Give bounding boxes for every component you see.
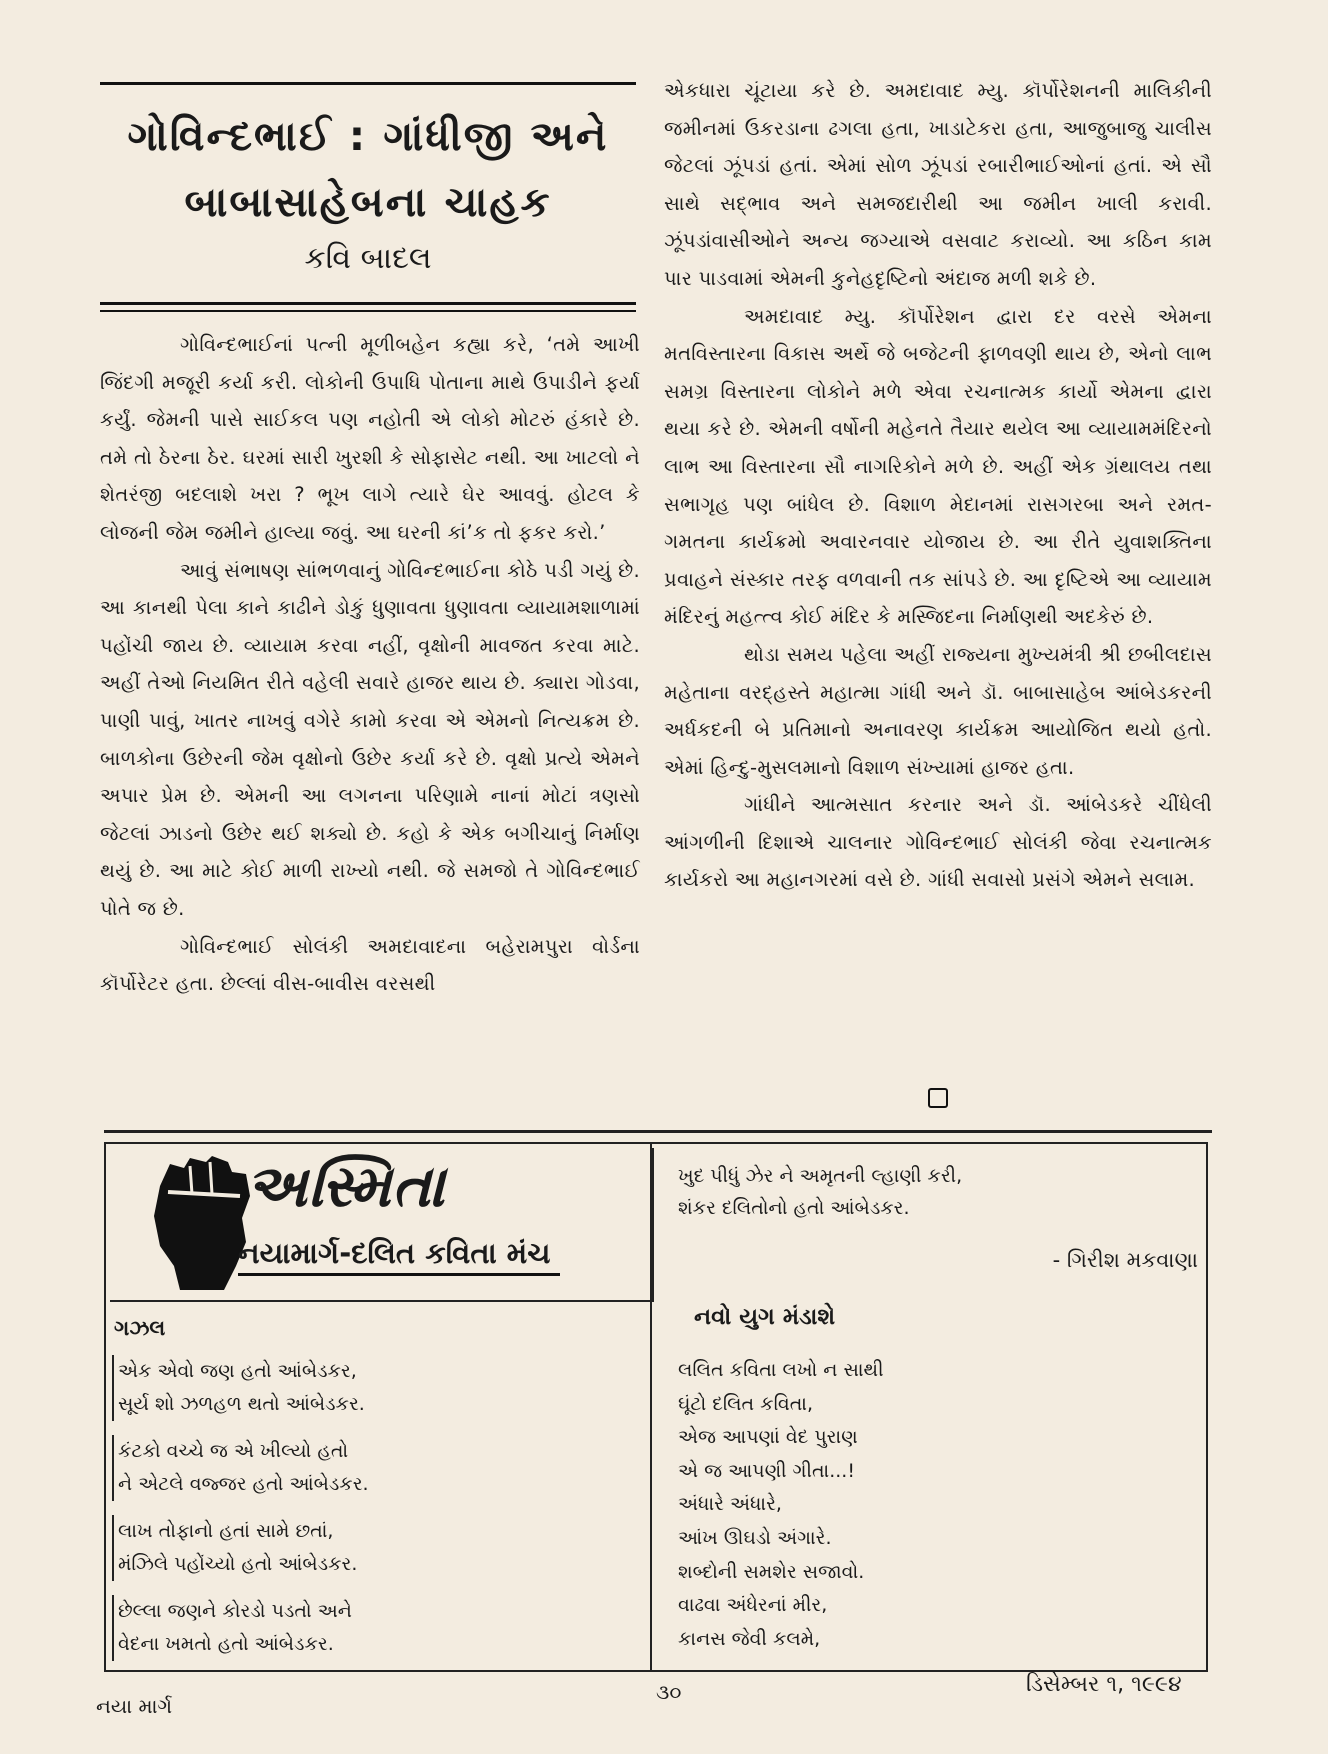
article-paragraph: આવું સંભાષણ સાંભળવાનું ગોવિન્દભાઈના કોઠે પડી ગયું છે. આ કાનથી પેલા કાને કાઢીને ડોકું ધુણાવતા ધુણાવતા વ્યાયામશાળામાં પહોંચી જાય છે. વ્યાયામ કરવા નહીં, વૃક્ષોની માવજત કરવા માટે. અહીં તેઓ નિયમિત રીતે વહેલી સવારે હાજર થાય છે. ક્યારા ગોડવા, પાણી પાવું, ખાતર નાખવું વગેરે કામો કરવા એ એમનો નિત્યક્રમ છે. બાળકોના ઉછેરની જેમ વૃક્ષોનો ઉછેર કર્યા કરે છે. વૃક્ષો પ્રત્યે એમને અપાર પ્રેમ છે. એમની આ લગનના પરિણામે નાનાં મોટાં ત્રણસો જેટલાં ઝાડનો ઉછેર થઈ શક્યો છે. કહો કે એક બગીચાનું નિર્માણ થયું છે. આ માટે કોઈ માળી રાખ્યો નથી. જે સમજો તે ગોવિન્દભાઈ પોતે જ છે. xyxy=(100,558,640,920)
article-paragraph: એકધારા ચૂંટાયા કરે છે. અમદાવાદ મ્યુ. કૉર્પોરેશનની માલિકીની જમીનમાં ઉકરડાના ઢગલા હતા, ખાડાટેકરા હતા, આજુબાજુ ચાલીસ જેટલાં ઝૂંપડાં હતાં. એમાં સોળ ઝૂંપડાં રબારીભાઈઓનાં હતાં. એ સૌ સાથે સદ્ભાવ અને સમજદારીથી આ જમીન ખાલી કરાવી. ઝૂંપડાંવાસીઓને અન્ય જગ્યાએ વસવાટ કરાવ્યો. આ કઠિન કામ પાર પાડવામાં એમની કુનેહદૃષ્ટિનો અંદાજ મળી શકે છે. xyxy=(664,79,1212,290)
footer-date: ડિસેમ્બર ૧, ૧૯૯૪ xyxy=(1026,1672,1182,1697)
poem-line: વાઢવા અંધેરનાં મીર, xyxy=(678,1594,828,1617)
new-age-poem xyxy=(678,1354,884,1656)
ghazal-couplet xyxy=(112,1595,642,1661)
poem-line: આંખ ઊઘડો અંગારે. xyxy=(678,1526,832,1549)
article-end-mark xyxy=(928,1088,948,1108)
ghazal-couplet xyxy=(112,1355,642,1421)
article-paragraph: ગોવિન્દભાઈ સોલંકી અમદાવાદના બહેરામપુરા વોર્ડના કૉર્પોરેટર હતા. છેલ્લાં વીસ-બાવીસ વરસથી xyxy=(100,934,640,996)
poem-line: અંધારે અંધારે, xyxy=(678,1493,782,1516)
poetry-section-box xyxy=(104,1142,1208,1672)
article-header xyxy=(100,82,636,312)
article-paragraph: ગાંધીને આત્મસાત કરનાર અને ડૉ. આંબેડકરે ચીંધેલી આંગળીની દિશાએ ચાલનાર ગોવિન્દભાઈ સોલંકી જેવા રચનાત્મક કાર્યકરો આ મહાનગરમાં વસે છે. ગાંધી સવાસો પ્રસંગે એમને સલામ. xyxy=(664,793,1212,892)
ghazal-poem xyxy=(112,1316,642,1675)
ghazal-title: ગઝલ xyxy=(114,1316,166,1340)
ghazal-couplet xyxy=(112,1515,642,1581)
footer-page-number: ૩૦ xyxy=(656,1680,682,1704)
quote-couplet xyxy=(678,1160,1198,1224)
article-left-column xyxy=(100,326,640,1003)
article-title xyxy=(100,103,636,235)
new-age-poem-title: નવો યુગ મંડાશે xyxy=(694,1304,836,1330)
header-double-rule xyxy=(100,302,636,312)
poem-line: ઘૂંટો દલિત કવિતા, xyxy=(678,1392,814,1415)
poem-line: કાનસ જેવી કલમે, xyxy=(678,1627,821,1650)
footer-magazine-name: નયા માર્ગ xyxy=(96,1694,173,1718)
poem-line: લલિત કવિતા લખો ન સાથી xyxy=(678,1359,884,1381)
article-right-column xyxy=(664,72,1212,899)
poem-line: સૂર્ય શો ઝળહળ થતો આંબેડકર. xyxy=(118,1393,365,1415)
header-top-rule xyxy=(100,82,636,85)
poem-line: વેદના ખમતો હતો આંબેડકર. xyxy=(118,1633,334,1655)
asmita-tagline: નયામાર્ગ-દલિત કવિતા મંચ xyxy=(238,1236,560,1276)
poet-attribution: - ગિરીશ મકવાણા xyxy=(1052,1248,1198,1272)
poem-line: શબ્દોની સમશેર સજાવો. xyxy=(678,1560,865,1583)
ghazal-couplet xyxy=(112,1435,642,1501)
asmita-logo-panel xyxy=(110,1148,654,1302)
article-paragraph: ગોવિન્દભાઈનાં પત્ની મૂળીબહેન કહ્યા કરે, ‘તમે આખી જિંદગી મજૂરી કર્યા કરી. લોકોની ઉપાધિ પોતાના માથે ઉપાડીને ફર્યા કર્યું. જેમની પાસે સાઈકલ પણ નહોતી એ લોકો મોટરું હંકારે છે. તમે તો ઠેરના ઠેર. ઘરમાં સારી ખુરશી કે સોફાસેટ નથી. આ ખાટલો ને શેતરંજી બદલાશે ખરા ? ભૂખ લાગે ત્યારે ઘેર આવવું. હોટલ કે લોજની જેમ જમીને હાલ્યા જવું. આ ઘરની કાં’ક તો ફકર કરો.’ xyxy=(100,333,640,544)
poem-line: લાખ તોફાનો હતાં સામે છતાં, xyxy=(118,1520,334,1542)
article-author: કવિ બાદલ xyxy=(304,241,432,276)
poem-line: એક એવો જણ હતો આંબેડકર, xyxy=(118,1360,357,1382)
article-title-line1: ગોવિન્દભાઈ : ગાંધીજી અને xyxy=(127,112,609,160)
quote-line: ખુદ પીધું ઝેર ને અમૃતની લ્હાણી કરી, xyxy=(678,1165,963,1187)
section-divider xyxy=(104,1130,1212,1133)
poem-line: ને એટલે વજ્જર હતો આંબેડકર. xyxy=(118,1473,369,1495)
article-title-line2: બાબાસાહેબના ચાહક xyxy=(184,178,552,226)
poem-line: એ જ આપણી ગીતા...! xyxy=(678,1459,855,1482)
poem-line: કંટકો વચ્ચે જ એ ખીલ્યો હતો xyxy=(118,1440,349,1462)
poem-line: છેલ્લા જણને કોરડો પડતો અને xyxy=(118,1600,352,1622)
article-paragraph: થોડા સમય પહેલા અહીં રાજ્યના મુખ્યમંત્રી શ્રી છબીલદાસ મહેતાના વરદ્હસ્તે મહાત્મા ગાંધી અને ડૉ. બાબાસાહેબ આંબેડકરની અર્ધકદની બે પ્રતિમાનો અનાવરણ કાર્યક્રમ આયોજિત થયો હતો. એમાં હિન્દુ-મુસલમાનો વિશાળ સંખ્યામાં હાજર હતા. xyxy=(664,642,1212,779)
poem-line: મંઝિલે પહોંચ્યો હતો આંબેડકર. xyxy=(118,1553,358,1575)
asmita-logo-text: અસ્મિતા xyxy=(246,1152,446,1220)
quote-line: શંકર દલિતોનો હતો આંબેડકર. xyxy=(678,1197,910,1219)
article-paragraph: અમદાવાદ મ્યુ. કૉર્પોરેશન દ્વારા દર વરસે એમના મતવિસ્તારના વિકાસ અર્થે જે બજેટની ફાળવણી થાય છે, એનો લાભ સમગ્ર વિસ્તારના લોકોને મળે એવા રચનાત્મક કાર્યો એમના દ્વારા થયા કરે છે. એમની વર્ષોની મહેનતે તૈયાર થયેલ આ વ્યાયામમંદિરનો લાભ આ વિસ્તારના સૌ નાગરિકોને મળે છે. અહીં એક ગ્રંથાલય તથા સભાગૃહ પણ બાંધેલ છે. વિશાળ મેદાનમાં રાસગરબા અને રમત-ગમતના કાર્યક્રમો અવારનવાર યોજાય છે. આ રીતે યુવાશક્તિના પ્રવાહને સંસ્કાર તરફ વળવાની તક સાંપડે છે. આ દૃષ્ટિએ આ વ્યાયામ મંદિરનું મહત્ત્વ કોઈ મંદિર કે મસ્જિદના નિર્માણથી અદકેરું છે. xyxy=(664,304,1212,629)
poem-line: એજ આપણાં વેદ પુરાણ xyxy=(678,1426,858,1449)
